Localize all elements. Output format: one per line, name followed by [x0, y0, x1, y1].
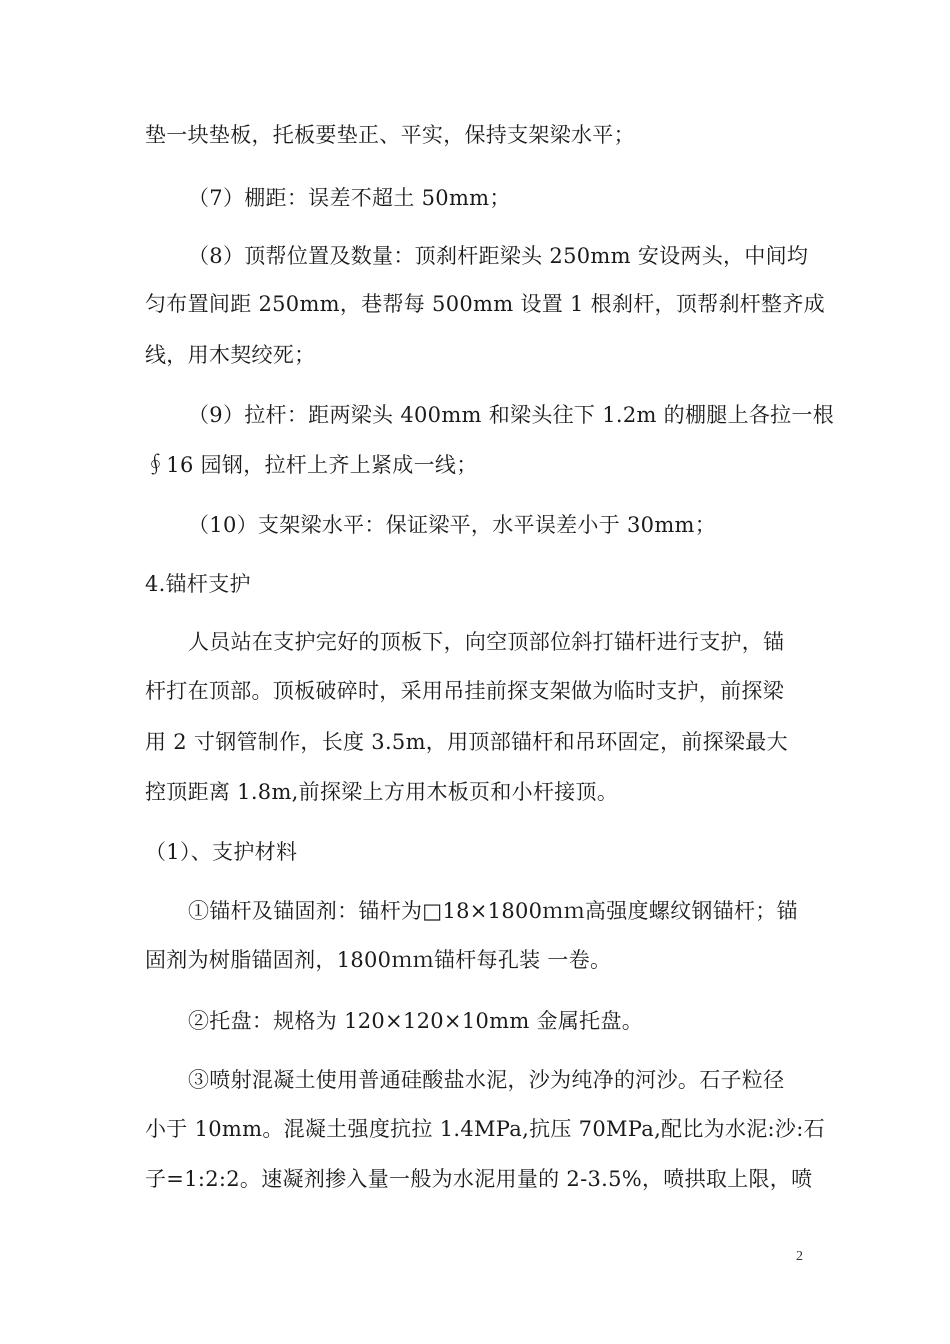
text-line: （9）拉杆：距两梁头 400mm 和梁头往下 1.2m 的棚腿上各拉一根: [188, 403, 835, 427]
text-line: ③喷射混凝土使用普通硅酸盐水泥，沙为纯净的河沙。石子粒径: [188, 1068, 785, 1092]
text-line: （10）支架梁水平：保证梁平，水平误差小于 30mm；: [188, 513, 717, 537]
section-heading: 4.锚杆支护: [145, 572, 251, 596]
text-line: 控顶距离 1.8m,前探梁上方用木板页和小杆接顶。: [145, 780, 619, 804]
text-line: （7）棚距：误差不超土 50mm；: [188, 186, 511, 210]
text-line: 线，用木契绞死；: [145, 343, 316, 367]
subsection-heading: （1）、支护材料: [145, 840, 298, 864]
text-line: ①锚杆及锚固剂：锚杆为□18×1800ｍｍ高强度螺纹钢锚杆；锚: [188, 899, 798, 923]
text-line: 杆打在顶部。顶板破碎时，采用吊挂前探支架做为临时支护，前探梁: [145, 679, 784, 703]
text-line: （8）顶帮位置及数量：顶刹杆距梁头 250mm 安设两头，中间均: [188, 244, 809, 268]
text-line: 人员站在支护完好的顶板下，向空顶部位斜打锚杆进行支护，锚: [188, 630, 785, 654]
text-line: 用 2 寸钢管制作，长度 3.5m，用顶部锚杆和吊环固定，前探梁最大: [145, 730, 788, 754]
text-line: 固剂为树脂锚固剂，1800ｍｍ锚杆每孔装 一卷。: [145, 948, 612, 972]
page-number: 2: [796, 1249, 803, 1264]
text-line: ∮16 园钢，拉杆上齐上紧成一线；: [145, 453, 478, 477]
text-line: 垫一块垫板，托板要垫正、平实，保持支架梁水平；: [145, 123, 635, 147]
text-line: ②托盘：规格为 120×120×10mm 金属托盘。: [188, 1009, 644, 1033]
text-line: 小于 10mm。混凝土强度抗拉 1.4MPa,抗压 70MPa,配比为水泥:沙:石: [145, 1117, 825, 1141]
text-line: 匀布置间距 250mm，巷帮每 500mm 设置 1 根刹杆，顶帮刹杆整齐成: [145, 292, 825, 316]
text-line: 子=1:2:2。速凝剂掺入量一般为水泥用量的 2-3.5%，喷拱取上限，喷: [145, 1167, 813, 1191]
